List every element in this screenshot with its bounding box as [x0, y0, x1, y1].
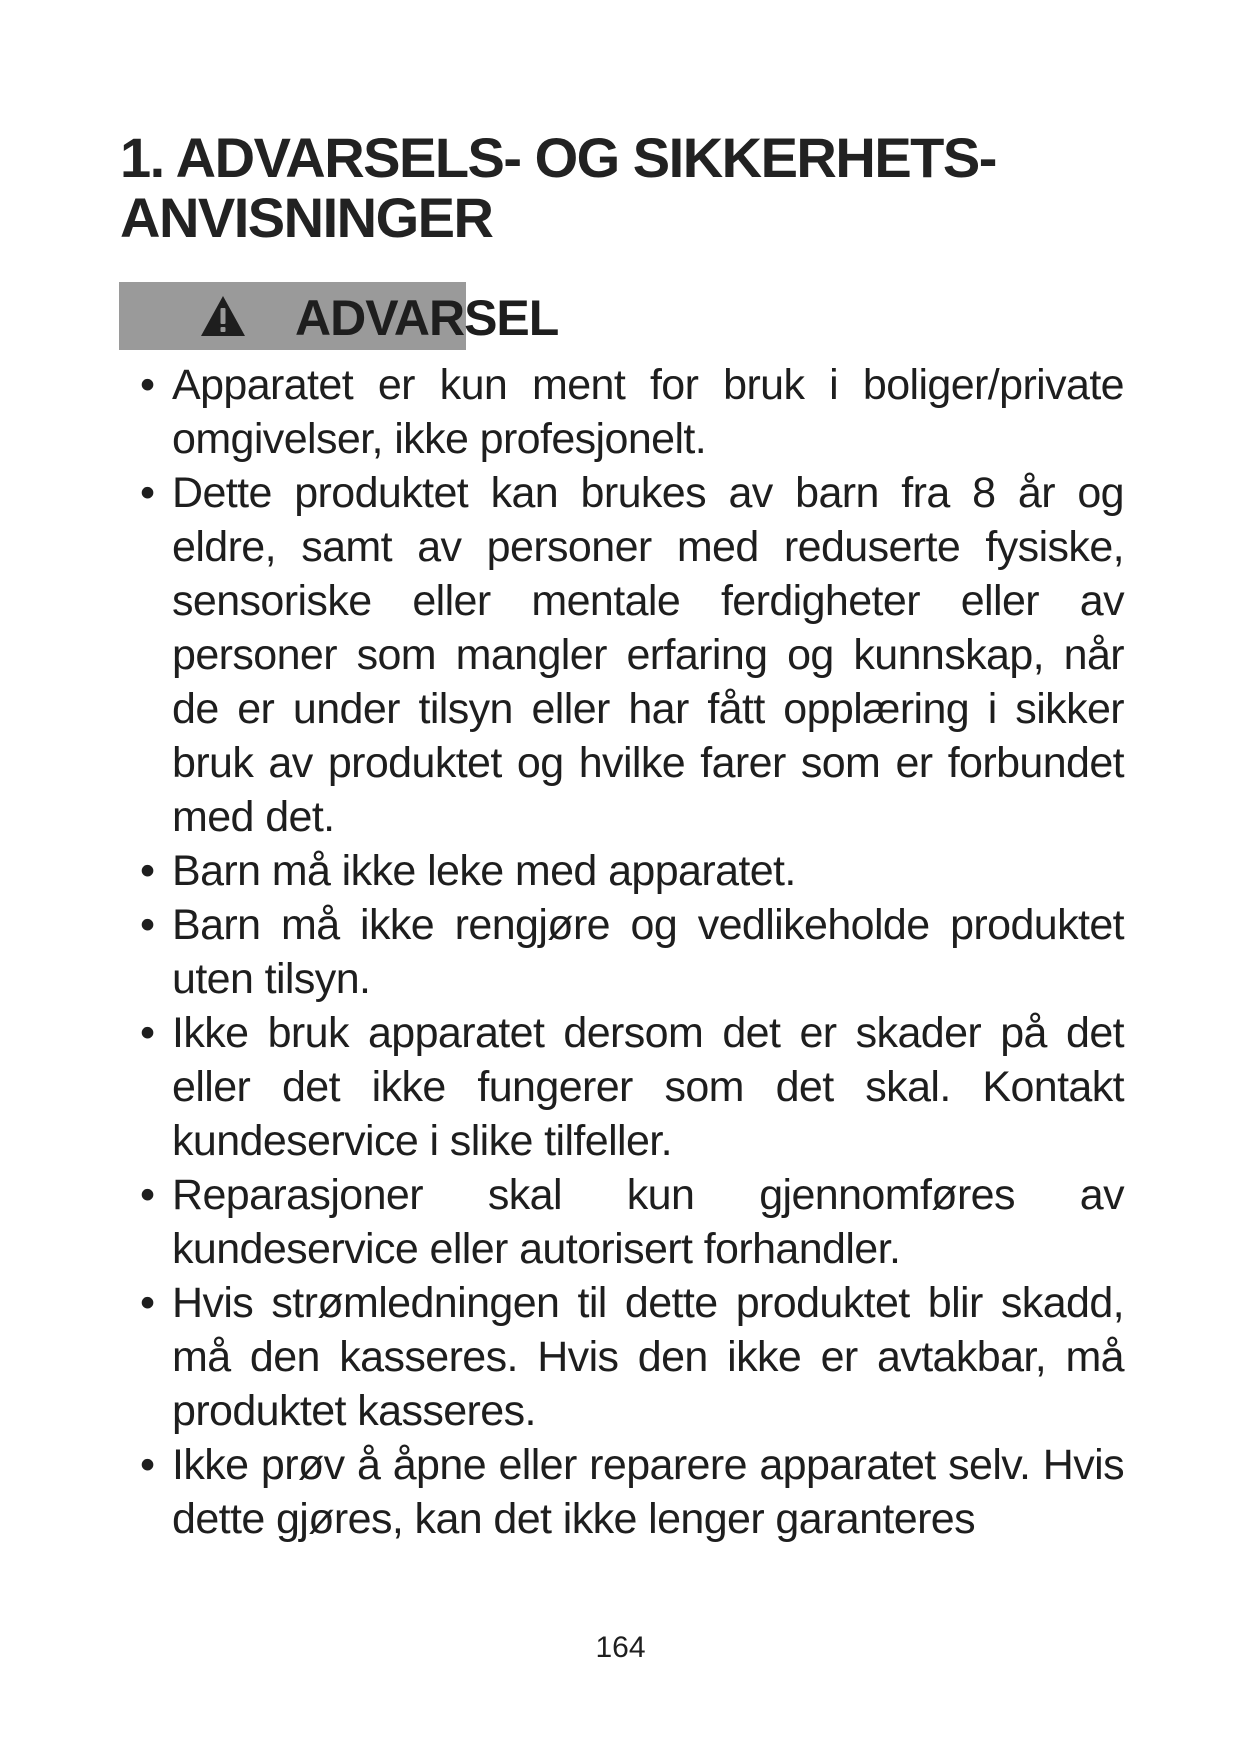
- list-item: [140, 898, 1124, 1006]
- section-heading-line-2: ANVISNINGER: [120, 186, 493, 249]
- list-item-text: Ikke bruk apparatet dersom det er skader på det eller det ikke fungerer som det skal. Kontakt kundeservice i slike tilfeller.: [172, 1009, 1124, 1165]
- list-item-text: Dette produktet kan brukes av barn fra 8 år og eldre, samt av personer med reduserte fysiske, sensoriske eller mentale ferdigheter eller av personer som mangler erfaring og kunnskap, når de er under tilsyn eller har fått opplæring i sikker bruk av produktet og hvilke farer som er forbundet med det.: [172, 469, 1124, 841]
- list-item: [140, 844, 1124, 898]
- bullet-dot: •: [140, 901, 155, 949]
- warning-banner: [119, 282, 719, 350]
- bullet-dot: •: [140, 1279, 155, 1327]
- list-item-text: Barn må ikke leke med apparatet.: [172, 847, 796, 895]
- list-item: [140, 1276, 1124, 1438]
- list-item: [140, 1438, 1124, 1546]
- list-item-text: Ikke prøv å åpne eller reparere apparatet selv. Hvis dette gjøres, kan det ikke lenger garanteres: [172, 1441, 1124, 1543]
- bullet-dot: •: [140, 1009, 155, 1057]
- bullet-dot: •: [140, 1441, 155, 1489]
- bullet-dot: •: [140, 469, 155, 517]
- list-item: [140, 1006, 1124, 1168]
- bullet-dot: •: [140, 361, 155, 409]
- safety-bullet-list: [140, 358, 1124, 1546]
- list-item-text: Barn må ikke rengjøre og vedlikeholde produktet uten tilsyn.: [172, 901, 1124, 1003]
- section-heading-line-1: 1. ADVARSELS- OG SIKKERHETS-: [120, 126, 996, 189]
- bullet-dot: •: [140, 1171, 155, 1219]
- section-heading: [120, 128, 1120, 248]
- warning-triangle-icon: [199, 294, 247, 338]
- list-item: [140, 358, 1124, 466]
- list-item: [140, 466, 1124, 844]
- warning-label: ADVARSEL: [295, 290, 559, 346]
- list-item-text: Reparasjoner skal kun gjennomføres av kundeservice eller autorisert forhandler.: [172, 1171, 1124, 1273]
- page-number: 164: [595, 1631, 646, 1664]
- list-item-text: Apparatet er kun ment for bruk i boliger/private omgivelser, ikke profesjonelt.: [172, 361, 1124, 463]
- list-item: [140, 1168, 1124, 1276]
- list-item-text: Hvis strømledningen til dette produktet blir skadd, må den kasseres. Hvis den ikke er avtakbar, må produktet kasseres.: [172, 1279, 1124, 1435]
- bullet-dot: •: [140, 847, 155, 895]
